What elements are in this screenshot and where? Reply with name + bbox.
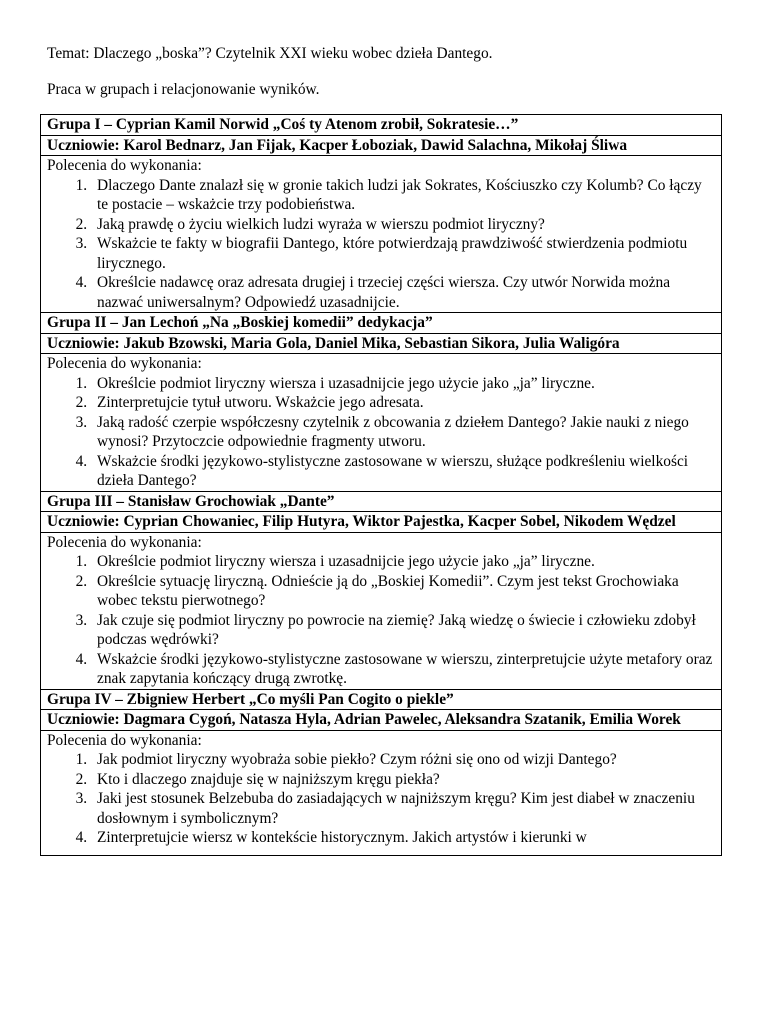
group-4-title: Grupa IV – Zbigniew Herbert „Co myśli Pan Cogito o piekle”	[41, 689, 722, 710]
task-item: 2. Zinterpretujcie tytuł utworu. Wskażcie jego adresata.	[91, 393, 715, 413]
tasks-label: Polecenia do wykonania:	[47, 731, 202, 749]
task-list	[47, 750, 715, 848]
group-title-row	[41, 689, 722, 710]
task-item: 2. Jaką prawdę o życiu wielkich ludzi wyraża w wierszu podmiot liryczny?	[91, 215, 715, 235]
group-2-students: Uczniowie: Jakub Bzowski, Maria Gola, Daniel Mika, Sebastian Sikora, Julia Waligóra	[41, 333, 722, 354]
task-item: 3. Jaką radość czerpie współczesny czytelnik z obcowania z dziełem Dantego? Jakie nauki z niego wynosi? Przytoczcie odpowiednie fragmenty utworu.	[91, 413, 715, 452]
task-list	[47, 552, 715, 689]
group-tasks-row	[41, 354, 722, 492]
group-students-row	[41, 710, 722, 731]
group-3-title: Grupa III – Stanisław Grochowiak „Dante”	[41, 491, 722, 512]
group-1-title: Grupa I – Cyprian Kamil Norwid „Coś ty Atenom zrobił, Sokratesie…”	[41, 115, 722, 136]
tasks-label: Polecenia do wykonania:	[47, 533, 202, 551]
groups-table	[40, 114, 722, 856]
group-title-row	[41, 115, 722, 136]
group-1-tasks	[41, 156, 722, 313]
task-item: 4. Określcie nadawcę oraz adresata drugiej i trzeciej części wiersza. Czy utwór Norwida można nazwać uniwersalnym? Odpowiedź uzasadnijcie.	[91, 273, 715, 312]
group-1-students: Uczniowie: Karol Bednarz, Jan Fijak, Kacper Łoboziak, Dawid Salachna, Mikołaj Śliwa	[41, 135, 722, 156]
task-item: 3. Wskażcie te fakty w biografii Dantego, które potwierdzają prawdziwość stwierdzenia podmiotu lirycznego.	[91, 234, 715, 273]
task-item: 4. Zinterpretujcie wiersz w kontekście historycznym. Jakich artystów i kierunki w	[91, 828, 715, 848]
group-students-row	[41, 333, 722, 354]
task-item: 3. Jak czuje się podmiot liryczny po powrocie na ziemię? Jaką wiedzę o świecie i człowieku zdobył podczas wędrówki?	[91, 611, 715, 650]
task-item: 4. Wskażcie środki językowo-stylistyczne zastosowane w wierszu, służące podkreśleniu wielkości dzieła Dantego?	[91, 452, 715, 491]
task-list	[47, 176, 715, 313]
task-item: 1. Określcie podmiot liryczny wiersza i uzasadnijcie jego użycie jako „ja” liryczne.	[91, 374, 715, 394]
group-4-students: Uczniowie: Dagmara Cygoń, Natasza Hyla, Adrian Pawelec, Aleksandra Szatanik, Emilia Worek	[41, 710, 722, 731]
group-tasks-row	[41, 532, 722, 689]
group-tasks-row	[41, 730, 722, 855]
group-2-title: Grupa II – Jan Lechoń „Na „Boskiej komedii” dedykacja”	[41, 313, 722, 334]
tasks-label: Polecenia do wykonania:	[47, 355, 202, 372]
task-item: 4. Wskażcie środki językowo-stylistyczne zastosowane w wierszu, zinterpretujcie użyte metafory oraz znak zapytania kończący drugą zwrotkę.	[91, 650, 715, 689]
task-item: 1. Określcie podmiot liryczny wiersza i uzasadnijcie jego użycie jako „ja” liryczne.	[91, 552, 715, 572]
group-students-row	[41, 512, 722, 533]
task-item: 1. Jak podmiot liryczny wyobraża sobie piekło? Czym różni się ono od wizji Dantego?	[91, 750, 715, 770]
task-item: 2. Kto i dlaczego znajduje się w najniższym kręgu piekła?	[91, 770, 715, 790]
document-title: Temat: Dlaczego „boska”? Czytelnik XXI wieku wobec dzieła Dantego.	[47, 45, 493, 62]
group-title-row	[41, 313, 722, 334]
task-item: 2. Określcie sytuację liryczną. Odnieście ją do „Boskiej Komedii”. Czym jest tekst Grochowiaka wobec tekstu pierwotnego?	[91, 572, 715, 611]
task-item: 3. Jaki jest stosunek Belzebuba do zasiadających w najniższym kręgu? Kim jest diabeł w znaczeniu dosłownym i symbolicznym?	[91, 789, 715, 828]
task-list	[47, 374, 715, 491]
task-item: 1. Dlaczego Dante znalazł się w gronie takich ludzi jak Sokrates, Kościuszko czy Kolumb? Co łączy te postacie – wskażcie trzy podobieństwa.	[91, 176, 715, 215]
group-4-tasks	[41, 730, 722, 855]
tasks-label: Polecenia do wykonania:	[47, 157, 202, 174]
task-list-clip	[47, 750, 715, 849]
group-tasks-row	[41, 156, 722, 313]
group-3-students: Uczniowie: Cyprian Chowaniec, Filip Hutyra, Wiktor Pajestka, Kacper Sobel, Nikodem Wędzel	[41, 512, 722, 533]
group-title-row	[41, 491, 722, 512]
group-3-tasks	[41, 532, 722, 689]
group-2-tasks	[41, 354, 722, 492]
group-students-row	[41, 135, 722, 156]
document-subtitle: Praca w grupach i relacjonowanie wyników.	[47, 81, 320, 98]
